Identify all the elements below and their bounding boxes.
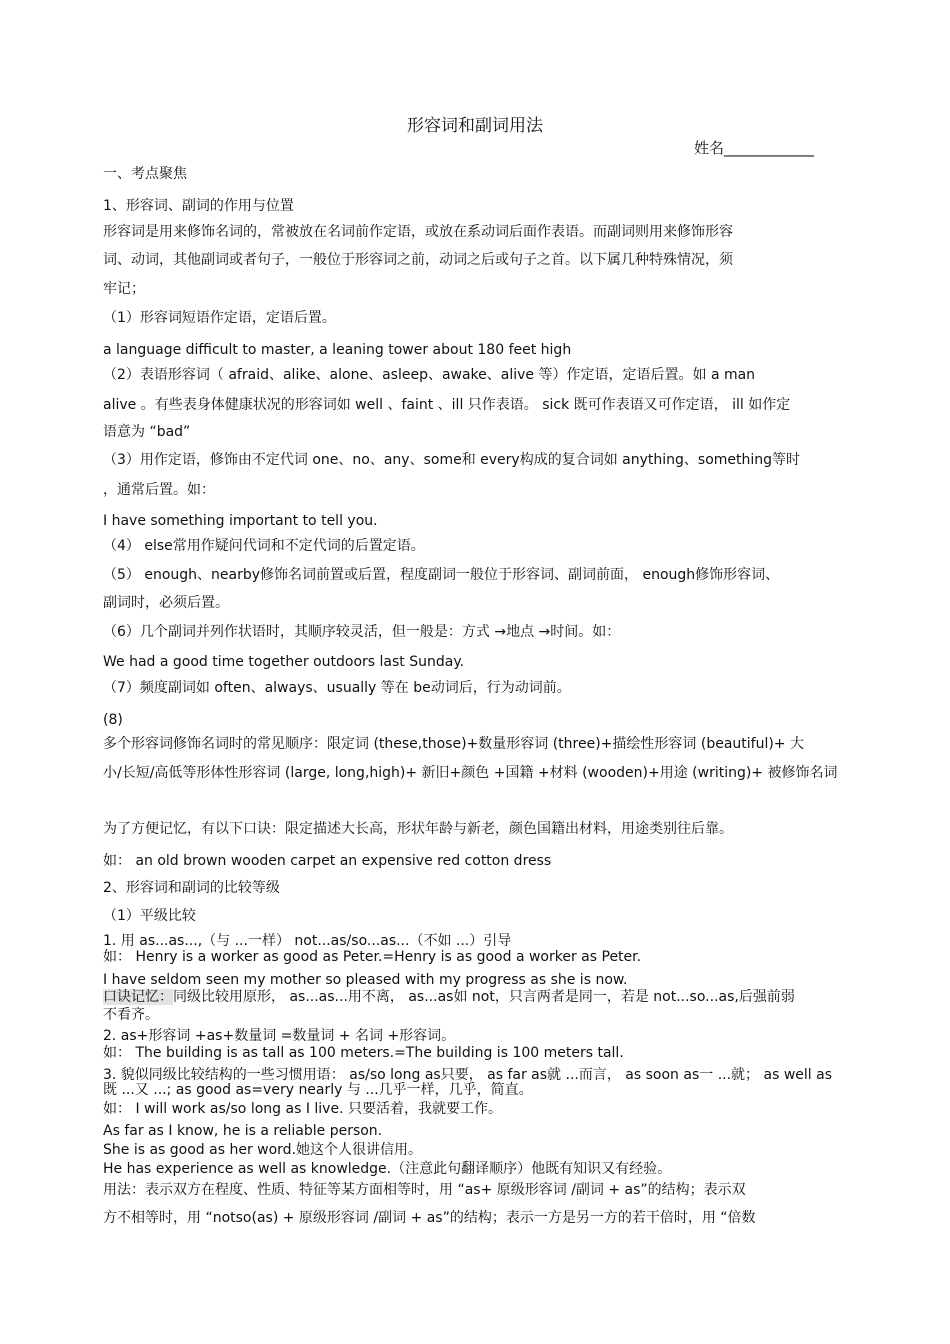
text-line-p9 — [103, 451, 800, 469]
text-line-p34 — [103, 1100, 502, 1118]
text-line-p5 — [103, 341, 571, 359]
text-line-p33 — [103, 1081, 533, 1099]
line-text: I have seldom seen my mother so pleased with my progress as she is now. — [103, 972, 628, 988]
line-text: alive 。有些表身体健康状况的形容词如 well 、faint 、ill 只作表语。 sick 既可作表语又可作定语， ill 如作定 — [103, 397, 791, 413]
line-text: 牢记； — [103, 281, 145, 297]
line-text: 不看齐。 — [103, 1007, 159, 1023]
line-text: 1、形容词、副词的作用与位置 — [103, 198, 294, 214]
line-text: 如： Henry is a worker as good as Peter.=Henry is as good a worker as Peter. — [103, 949, 642, 965]
text-line-p12 — [103, 537, 425, 555]
text-line-p20 — [103, 764, 838, 782]
text-line-p26 — [103, 948, 641, 966]
line-text: 多个形容词修饰名词时的常见顺序：限定词 (these,those)+数量形容词 (three)+描绘性形容词 (beautiful)+ 大 — [103, 736, 804, 752]
text-line-p39 — [103, 1209, 756, 1227]
line-text: 1. 用 as...as...,（与 ...一样） not...as/so...as...（不如 ...）引导 — [103, 933, 512, 949]
text-line-p2 — [103, 251, 733, 269]
text-line-h2 — [103, 197, 294, 215]
line-text: 副词时，必须后置。 — [103, 595, 229, 611]
line-text: 3. 貌似同级比较结构的一些习惯用语： as/so long as只要， as far as就 ...而言， as soon as一 ...就； as well as — [103, 1067, 832, 1083]
text-line-p21 — [103, 820, 733, 838]
line-text: As far as I know, he is a reliable person. — [103, 1123, 383, 1139]
line-text: We had a good time together outdoors last Sunday. — [103, 654, 465, 670]
document-title: 形容词和副词用法 — [407, 116, 543, 136]
text-line-p15 — [103, 623, 620, 641]
line-text: 词、动词，其他副词或者句子，一般位于形容词之前，动词之后或句子之首。以下属几种特殊情况，须 — [103, 252, 733, 268]
text-line-p36 — [103, 1141, 422, 1159]
line-text: （2）表语形容词（ afraid、alike、alone、asleep、awake、alive 等）作定语，定语后置。如 a man — [103, 367, 756, 383]
text-line-p27 — [103, 971, 628, 989]
line-text: （4） else常用作疑问代词和不定代词的后置定语。 — [103, 538, 425, 554]
line-text: 同级比较用原形， as...as...用不离， as...as如 not，只言两者是同一，若是 not...so...as,后强前弱 — [173, 989, 795, 1005]
line-text: （5） enough、nearby修饰名词前置或后置，程度副词一般位于形容词、副词前面， enough修饰形容词、 — [103, 567, 780, 583]
line-text: （6）几个副词并列作状语时，其顺序较灵活，但一般是：方式 →地点 →时间。如： — [103, 624, 621, 640]
line-text: 如： The building is as tall as 100 meters.=The building is 100 meters tall. — [103, 1045, 624, 1061]
text-line-p30 — [103, 1027, 455, 1045]
line-text: 2、形容词和副词的比较等级 — [103, 880, 280, 896]
text-line-p31 — [103, 1044, 624, 1062]
text-line-p22 — [103, 852, 551, 870]
name-field: 姓名____________ — [694, 139, 815, 157]
text-line-p3 — [103, 280, 145, 298]
text-line-p4 — [103, 309, 336, 327]
line-text: 用法：表示双方在程度、性质、特征等某方面相等时，用 “as+ 原级形容词 /副词 + as”的结构；表示双 — [103, 1182, 746, 1198]
text-line-p1 — [103, 223, 733, 241]
text-line-p29 — [103, 1006, 159, 1024]
line-text: （1）形容词短语作定语，定语后置。 — [103, 310, 336, 326]
text-line-p19 — [103, 735, 804, 753]
text-line-p23 — [103, 879, 280, 897]
line-text: He has experience as well as knowledge.（注意此句翻译顺序）他既有知识又有经验。 — [103, 1161, 672, 1177]
line-text: （1）平级比较 — [103, 908, 196, 924]
line-text: 既 ...又 ...; as good as=very nearly 与 ...几乎一样，几乎，简直。 — [103, 1082, 533, 1098]
line-text: 如： an old brown wooden carpet an expensive red cotton dress — [103, 853, 552, 869]
line-text: 形容词是用来修饰名词的，常被放在名词前作定语，或放在系动词后面作表语。而副词则用来修饰形容 — [103, 224, 733, 240]
line-text: a language difficult to master, a leaning tower about 180 feet high — [103, 342, 572, 358]
text-line-p37 — [103, 1160, 671, 1178]
text-line-p28 — [103, 988, 795, 1006]
text-line-p10 — [103, 481, 215, 499]
line-text: She is as good as her word.她这个人很讲信用。 — [103, 1142, 423, 1158]
line-text: 小/长短/高低等形体性形容词 (large, long,high)+ 新旧+颜色 +国籍 +材料 (wooden)+用途 (writing)+ 被修饰名词 — [103, 765, 838, 781]
line-text: I have something important to tell you. — [103, 513, 378, 529]
text-line-p17 — [103, 679, 571, 697]
line-text: ，通常后置。如： — [103, 482, 215, 498]
line-text: 2. as+形容词 +as+数量词 =数量词 + 名词 +形容词。 — [103, 1028, 456, 1044]
text-line-p8 — [103, 423, 190, 441]
line-text: 一、考点聚焦 — [103, 166, 187, 182]
text-line-p13 — [103, 566, 779, 584]
text-line-p14 — [103, 594, 229, 612]
line-text: （3）用作定语，修饰由不定代词 one、no、any、some和 every构成的复合词如 anything、something等时 — [103, 452, 801, 468]
text-line-p7 — [103, 396, 790, 414]
text-line-p18 — [103, 711, 123, 729]
text-line-p16 — [103, 653, 464, 671]
line-text: (8) — [103, 712, 123, 728]
text-line-h1 — [103, 165, 187, 183]
line-text: （7）频度副词如 often、always、usually 等在 be动词后，行为动词前。 — [103, 680, 571, 696]
line-text: 如： I will work as/so long as I live. 只要活着，我就要工作。 — [103, 1101, 502, 1117]
highlighted-label: 口诀记忆： — [103, 989, 173, 1005]
line-text: 为了方便记忆，有以下口诀：限定描述大长高，形状年龄与新老，颜色国籍出材料，用途类别往后靠。 — [103, 821, 733, 837]
line-text: 语意为 “bad” — [103, 424, 191, 440]
line-text: 方不相等时，用 “notso(as) + 原级形容词 /副词 + as”的结构；表示一方是另一方的若干倍时，用 “倍数 — [103, 1210, 756, 1226]
text-line-p24 — [103, 907, 196, 925]
text-line-p6 — [103, 366, 755, 384]
text-line-p38 — [103, 1181, 746, 1199]
text-line-p35 — [103, 1122, 382, 1140]
text-line-p11 — [103, 512, 378, 530]
